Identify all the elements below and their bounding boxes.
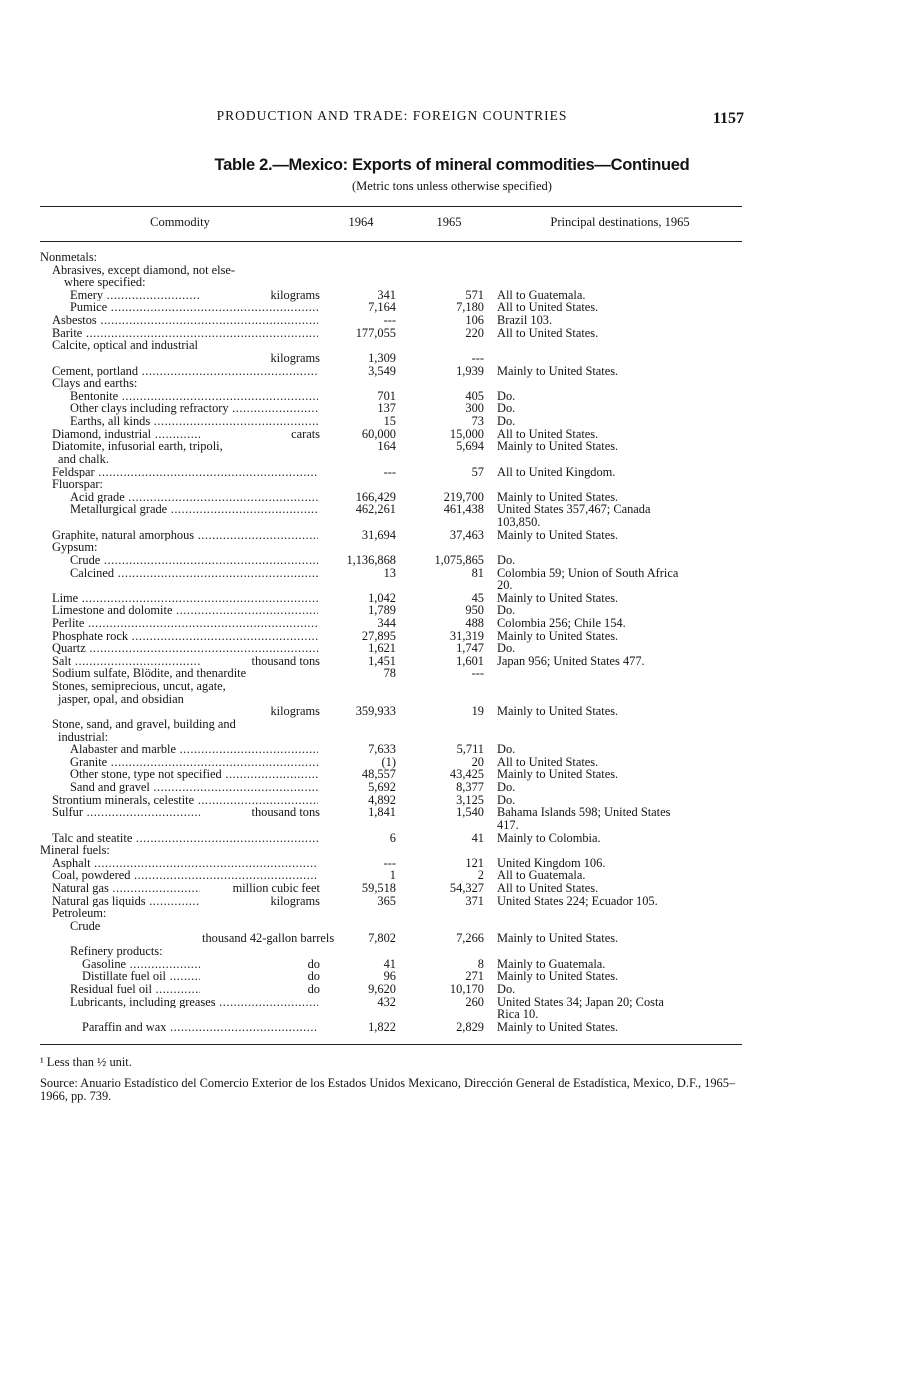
unit-label: thousand tons: [200, 806, 320, 819]
value-1964: (1): [381, 754, 396, 769]
commodity-label: Quartz .....: [52, 642, 318, 655]
table-row: [0, 466, 904, 479]
table-row: [0, 314, 904, 327]
value-1964: 9,620: [368, 981, 396, 996]
value-1965: 20: [471, 754, 484, 769]
commodity-label: Emery .....: [70, 289, 318, 302]
destination: Colombia 59; Union of South Africa: [497, 565, 679, 580]
value-1965: 300: [465, 401, 484, 416]
destination: All to United States.: [497, 426, 599, 441]
destination: All to Guatemala.: [497, 287, 586, 302]
commodity-label: Salt .....: [52, 655, 318, 668]
table-header-rule: [40, 241, 742, 242]
value-1965: 461,438: [443, 502, 484, 517]
value-1964: 341: [377, 287, 396, 302]
destination: Do.: [497, 641, 516, 656]
commodity-label: Residual fuel oil .....: [70, 983, 318, 996]
value-1965: 73: [471, 414, 484, 429]
commodity-label: Crude: [70, 918, 101, 933]
value-1965: ---: [471, 666, 484, 681]
value-1964: 31,694: [361, 527, 396, 542]
table-row: [0, 453, 904, 466]
value-1964: 13: [383, 565, 396, 580]
table-subtitle: (Metric tons unless otherwise specified): [352, 179, 552, 193]
table-row: [0, 920, 904, 933]
table-row: [0, 857, 904, 870]
table-row: [0, 289, 904, 302]
commodity-label: Abrasives, except diamond, not else-: [52, 262, 236, 277]
value-1965: 54,327: [449, 881, 484, 895]
value-1964: 60,000: [361, 426, 396, 441]
commodity-label: and chalk.: [58, 451, 109, 466]
destination: Do.: [497, 780, 516, 795]
value-1965: 220: [465, 325, 484, 340]
table-row: [0, 781, 904, 794]
table-row: [0, 415, 904, 428]
commodity-label: Refinery products:: [70, 944, 163, 959]
value-1965: 10,170: [449, 981, 484, 996]
value-1964: 166,429: [355, 489, 396, 504]
value-1964: 701: [377, 388, 396, 403]
value-1964: 59,518: [361, 881, 396, 895]
table-row: [0, 832, 904, 845]
destination: United States 224; Ecuador 105.: [497, 893, 658, 908]
table-row: [0, 693, 904, 706]
value-1964: 432: [377, 994, 396, 1009]
value-1965: 1,747: [456, 641, 484, 656]
table-row: [0, 958, 904, 971]
value-1964: 1: [389, 868, 396, 883]
value-1964: 96: [383, 969, 396, 984]
table-row: [0, 882, 904, 895]
value-1965: 15,000: [449, 426, 484, 441]
unit-label: do: [200, 983, 320, 996]
table-row: [0, 554, 904, 567]
commodity-label: Metallurgical grade .....: [70, 503, 318, 516]
table-row: [0, 630, 904, 643]
destination: Mainly to United States.: [497, 489, 619, 504]
commodity-label: Talc and steatite .....: [52, 832, 318, 845]
commodity-label: jasper, opal, and obsidian: [58, 691, 184, 706]
value-1964: 15: [383, 414, 396, 429]
commodity-label: Distillate fuel oil .....: [82, 970, 318, 983]
source-note: Source: Anuario Estadístico del Comercio Exterior de los Estados Unidos Mexicano, Dirección General de Estadística, Mexico, D.F., 1965–1966, pp. 739.: [40, 1076, 736, 1103]
table-top-rule: [40, 206, 742, 207]
commodity-label: Stone, sand, and gravel, building and: [52, 716, 236, 731]
destination: Mainly to Guatemala.: [497, 956, 606, 971]
value-1965: 5,711: [456, 742, 484, 757]
value-1965: 45: [471, 590, 484, 605]
value-1964: 4,892: [368, 792, 396, 807]
commodity-label: Phosphate rock .....: [52, 630, 318, 643]
commodity-label: Strontium minerals, celestite .....: [52, 794, 318, 807]
destination: All to United States.: [497, 300, 599, 315]
unit-label: thousand 42-gallon barrels: [202, 931, 335, 946]
table-row: [0, 996, 904, 1009]
destination: Do.: [497, 401, 516, 416]
commodity-label: Sodium sulfate, Blödite, and thenardite: [52, 666, 247, 681]
value-1965: 219,700: [443, 489, 484, 504]
destination: 417.: [497, 817, 519, 832]
destination: Mainly to United States.: [497, 590, 619, 605]
commodity-label: Natural gas liquids .....: [52, 895, 318, 908]
unit-label: do: [200, 958, 320, 971]
value-1964: 1,451: [368, 653, 396, 668]
value-1965: 19: [471, 704, 484, 719]
value-1965: 3,125: [456, 792, 484, 807]
commodity-label: Other stone, type not specified .....: [70, 768, 318, 781]
commodity-label: Other clays including refractory .....: [70, 402, 318, 415]
value-1965: 43,425: [449, 767, 484, 782]
value-1964: 359,933: [355, 704, 396, 719]
table-row: [0, 579, 904, 592]
destination: Mainly to Colombia.: [497, 830, 601, 845]
value-1964: 365: [377, 893, 396, 908]
column-header-1964: 1964: [348, 215, 374, 229]
value-1964: 1,822: [368, 1019, 396, 1034]
commodity-label: Stones, semiprecious, uncut, agate,: [52, 679, 226, 694]
destination: Mainly to United States.: [497, 931, 619, 946]
table-row: [0, 567, 904, 580]
commodity-label: where specified:: [64, 275, 146, 290]
unit-label: carats: [200, 428, 320, 441]
table-row: [0, 541, 904, 554]
destination: Japan 956; United States 477.: [497, 653, 645, 668]
destination: All to Guatemala.: [497, 868, 586, 883]
value-1964: 5,692: [368, 780, 396, 795]
value-1965: ---: [471, 350, 484, 365]
table-row: [0, 1008, 904, 1021]
value-1964: 462,261: [355, 502, 396, 517]
unit-label: do: [200, 970, 320, 983]
table-row: [0, 592, 904, 605]
column-header-destinations: Principal destinations, 1965: [550, 215, 690, 229]
commodity-label: Lubricants, including greases .....: [70, 996, 318, 1009]
destination: All to United States.: [497, 754, 599, 769]
destination: Do.: [497, 388, 516, 403]
unit-label: kilograms: [200, 289, 320, 302]
commodity-label: Barite .....: [52, 327, 318, 340]
value-1965: 37,463: [449, 527, 484, 542]
table-row: [0, 819, 904, 832]
table-row: [0, 642, 904, 655]
commodity-label: Nonmetals:: [40, 250, 98, 264]
destination: Mainly to United States.: [497, 628, 619, 643]
table-body: [0, 251, 904, 1037]
table-row: [0, 743, 904, 756]
commodity-label: Fluorspar:: [52, 477, 103, 492]
value-1964: 1,309: [368, 350, 396, 365]
destination: United States 34; Japan 20; Costa: [497, 994, 664, 1009]
value-1965: 106: [465, 313, 484, 328]
value-1964: ---: [383, 464, 396, 479]
value-1965: 7,266: [456, 931, 484, 946]
value-1964: 164: [377, 439, 396, 454]
commodity-label: Sand and gravel .....: [70, 781, 318, 794]
destination: All to United States.: [497, 325, 599, 340]
destination: Do.: [497, 742, 516, 757]
destination: United States 357,467; Canada: [497, 502, 651, 517]
value-1964: 1,042: [368, 590, 396, 605]
commodity-label: Graphite, natural amorphous .....: [52, 529, 318, 542]
value-1965: 8: [477, 956, 484, 971]
value-1965: 7,180: [456, 300, 484, 315]
unit-label: kilograms: [200, 705, 320, 718]
destination: Mainly to United States.: [497, 767, 619, 782]
table-row: [0, 731, 904, 744]
destination: Mainly to United States.: [497, 1019, 619, 1034]
table-row: [0, 794, 904, 807]
value-1964: 6: [389, 830, 396, 845]
table-row: [0, 390, 904, 403]
commodity-label: Bentonite .....: [70, 390, 318, 403]
table-row: [0, 844, 904, 857]
destination: Mainly to United States.: [497, 527, 619, 542]
value-1965: 488: [465, 615, 484, 630]
value-1964: 27,895: [361, 628, 396, 643]
table-row: [0, 503, 904, 516]
table-row: [0, 945, 904, 958]
value-1964: 177,055: [355, 325, 396, 340]
value-1964: 7,802: [368, 931, 396, 946]
destination: All to United States.: [497, 881, 599, 895]
commodity-label: Mineral fuels:: [40, 843, 110, 858]
value-1965: 2: [477, 868, 484, 883]
commodity-label: Diatomite, infusorial earth, tripoli,: [52, 439, 223, 454]
value-1964: 1,621: [368, 641, 396, 656]
table-row: [0, 251, 904, 264]
value-1965: 57: [471, 464, 484, 479]
destination: Do.: [497, 552, 516, 567]
commodity-label: Earths, all kinds .....: [70, 415, 318, 428]
unit-label: kilograms: [200, 352, 320, 365]
unit-label: kilograms: [200, 895, 320, 908]
table-bottom-rule: [40, 1044, 742, 1045]
table-row: [0, 617, 904, 630]
destination: Do.: [497, 792, 516, 807]
destination: Do.: [497, 603, 516, 618]
destination: Do.: [497, 981, 516, 996]
table-row: [0, 983, 904, 996]
table-row: [0, 680, 904, 693]
destination: Rica 10.: [497, 1007, 539, 1022]
commodity-label: Asphalt .....: [52, 857, 318, 870]
value-1965: 81: [471, 565, 484, 580]
value-1965: 8,377: [456, 780, 484, 795]
commodity-label: Lime .....: [52, 592, 318, 605]
value-1965: 1,540: [456, 805, 484, 820]
commodity-label: Feldspar .....: [52, 466, 318, 479]
table-row: [0, 402, 904, 415]
table-row: [0, 806, 904, 819]
running-head: PRODUCTION AND TRADE: FOREIGN COUNTRIES: [216, 108, 568, 123]
commodity-label: Sulfur .....: [52, 806, 318, 819]
table-row: [0, 352, 904, 365]
commodity-label: Acid grade .....: [70, 491, 318, 504]
table-row: [0, 529, 904, 542]
destination: All to United Kingdom.: [497, 464, 616, 479]
value-1964: 1,136,868: [346, 552, 396, 567]
commodity-label: Natural gas .....: [52, 882, 318, 895]
destination: 103,850.: [497, 515, 541, 530]
page-number: 1157: [712, 110, 744, 127]
table-row: [0, 718, 904, 731]
table-title: Table 2.—Mexico: Exports of mineral commodities—Continued: [214, 156, 690, 174]
table-row: [0, 478, 904, 491]
table-row: [0, 895, 904, 908]
value-1965: 121: [465, 855, 484, 870]
table-row: [0, 1021, 904, 1034]
table-row: [0, 440, 904, 453]
commodity-label: industrial:: [58, 729, 109, 744]
commodity-label: Asbestos .....: [52, 314, 318, 327]
commodity-label: Coal, powdered .....: [52, 869, 318, 882]
value-1964: ---: [383, 855, 396, 870]
value-1965: 31,319: [449, 628, 484, 643]
destination: Mainly to United States.: [497, 969, 619, 984]
commodity-label: Limestone and dolomite .....: [52, 604, 318, 617]
unit-label: million cubic feet: [200, 882, 320, 895]
table-row: [0, 907, 904, 920]
value-1965: 2,829: [456, 1019, 484, 1034]
value-1965: 1,939: [456, 363, 484, 378]
value-1965: 571: [465, 287, 484, 302]
commodity-label: Petroleum:: [52, 906, 107, 921]
value-1964: 137: [377, 401, 396, 416]
value-1965: 260: [465, 994, 484, 1009]
table-row: [0, 339, 904, 352]
footnote: ¹ Less than ½ unit.: [40, 1055, 132, 1069]
value-1964: ---: [383, 313, 396, 328]
value-1964: 7,164: [368, 300, 396, 315]
commodity-label: Crude .....: [70, 554, 318, 567]
table-row: [0, 276, 904, 289]
value-1964: 1,841: [368, 805, 396, 820]
column-header-commodity: Commodity: [150, 215, 210, 229]
destination: United Kingdom 106.: [497, 855, 606, 870]
commodity-label: Cement, portland .....: [52, 365, 318, 378]
table-row: [0, 768, 904, 781]
unit-label: thousand tons: [200, 655, 320, 668]
destination: Mainly to United States.: [497, 363, 619, 378]
value-1964: 78: [383, 666, 396, 681]
value-1964: 48,557: [361, 767, 396, 782]
table-row: [0, 377, 904, 390]
commodity-label: Pumice .....: [70, 301, 318, 314]
value-1964: 344: [377, 615, 396, 630]
commodity-label: Clays and earths:: [52, 376, 138, 391]
table-row: [0, 604, 904, 617]
value-1964: 41: [383, 956, 396, 971]
table-row: [0, 301, 904, 314]
destination: Brazil 103.: [497, 313, 553, 328]
commodity-label: Granite .....: [70, 756, 318, 769]
value-1965: 950: [465, 603, 484, 618]
destination: 20.: [497, 578, 513, 593]
value-1964: 1,789: [368, 603, 396, 618]
value-1965: 1,601: [456, 653, 484, 668]
commodity-label: Gasoline .....: [82, 958, 318, 971]
destination: Bahama Islands 598; United States: [497, 805, 671, 820]
destination: Mainly to United States.: [497, 439, 619, 454]
commodity-label: Gypsum:: [52, 540, 98, 555]
value-1965: 1,075,865: [434, 552, 484, 567]
commodity-label: Paraffin and wax .....: [82, 1021, 318, 1034]
value-1965: 405: [465, 388, 484, 403]
commodity-label: Calcite, optical and industrial: [52, 338, 198, 353]
destination: Mainly to United States.: [497, 704, 619, 719]
destination: Do.: [497, 414, 516, 429]
column-header-1965: 1965: [436, 215, 462, 229]
value-1965: 271: [465, 969, 484, 984]
table-row: [0, 516, 904, 529]
commodity-label: Diamond, industrial .....: [52, 428, 318, 441]
value-1965: 5,694: [456, 439, 484, 454]
commodity-label: Perlite .....: [52, 617, 318, 630]
value-1965: 371: [465, 893, 484, 908]
value-1965: 41: [471, 830, 484, 845]
destination: Colombia 256; Chile 154.: [497, 615, 626, 630]
value-1964: 3,549: [368, 363, 396, 378]
value-1964: 7,633: [368, 742, 396, 757]
commodity-label: Calcined .....: [70, 567, 318, 580]
commodity-label: Alabaster and marble .....: [70, 743, 318, 756]
